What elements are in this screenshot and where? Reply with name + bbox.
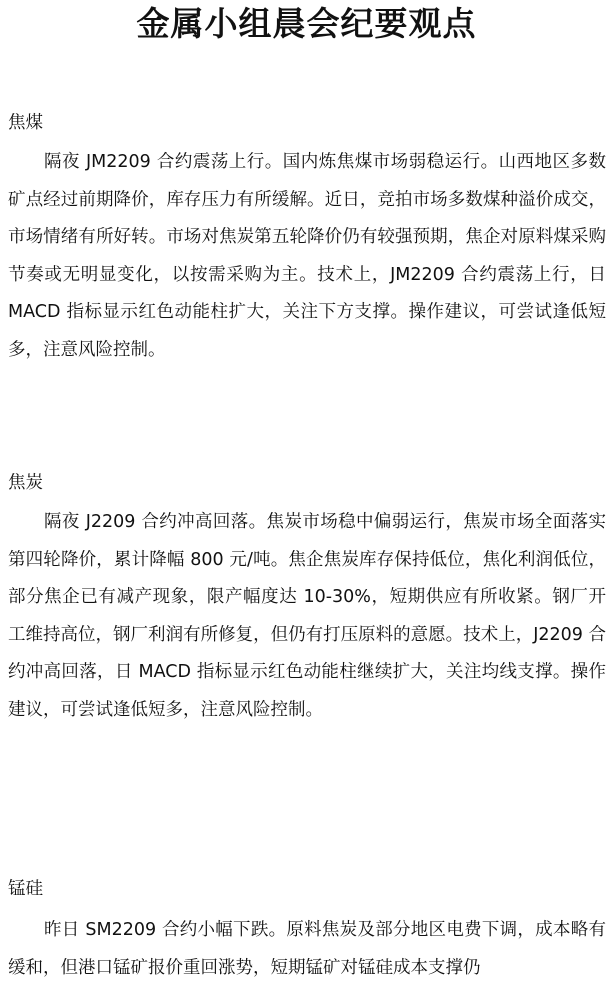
section-body-coking-coal: 隔夜 JM2209 合约震荡上行。国内炼焦煤市场弱稳运行。山西地区多数矿点经过前期降价，库存压力有所缓解。近日，竞拍市场多数煤种溢价成交，市场情绪有所好转。市场对焦炭第五轮降价仍有较强预期，焦企对原料煤采购节奏或无明显变化，以按需采购为主。技术上，JM2209 合约震荡上行，日 MACD 指标显示红色动能柱扩大，关注下方支撑。操作建议，可尝试逢低短多，注意风险控制。 — [8, 152, 606, 360]
section-heading-coking-coal: 焦煤 — [8, 113, 43, 133]
document-title: 金属小组晨会纪要观点 — [136, 4, 477, 43]
section-body-silicomanganese: 昨日 SM2209 合约小幅下跌。原料焦炭及部分地区电费下调，成本略有缓和，但港口锰矿报价重回涨势，短期锰矿对锰硅成本支撑仍 — [8, 920, 606, 978]
section-heading-silicomanganese: 锰硅 — [8, 879, 43, 899]
section-body-coke: 隔夜 J2209 合约冲高回落。焦炭市场稳中偏弱运行，焦炭市场全面落实第四轮降价，累计降幅 800 元/吨。焦企焦炭库存保持低位，焦化利润低位，部分焦企已有减产现象，限产幅度达 10-30%，短期供应有所收紧。钢厂开工维持高位，钢厂利润有所修复，但仍有打压原料的意愿。技术上，J2209 合约冲高回落，日 MACD 指标显示红色动能柱继续扩大，关注均线支撑。操作建议，可尝试逢低短多，注意风险控制。 — [8, 512, 606, 720]
section-heading-coke: 焦炭 — [8, 473, 43, 493]
